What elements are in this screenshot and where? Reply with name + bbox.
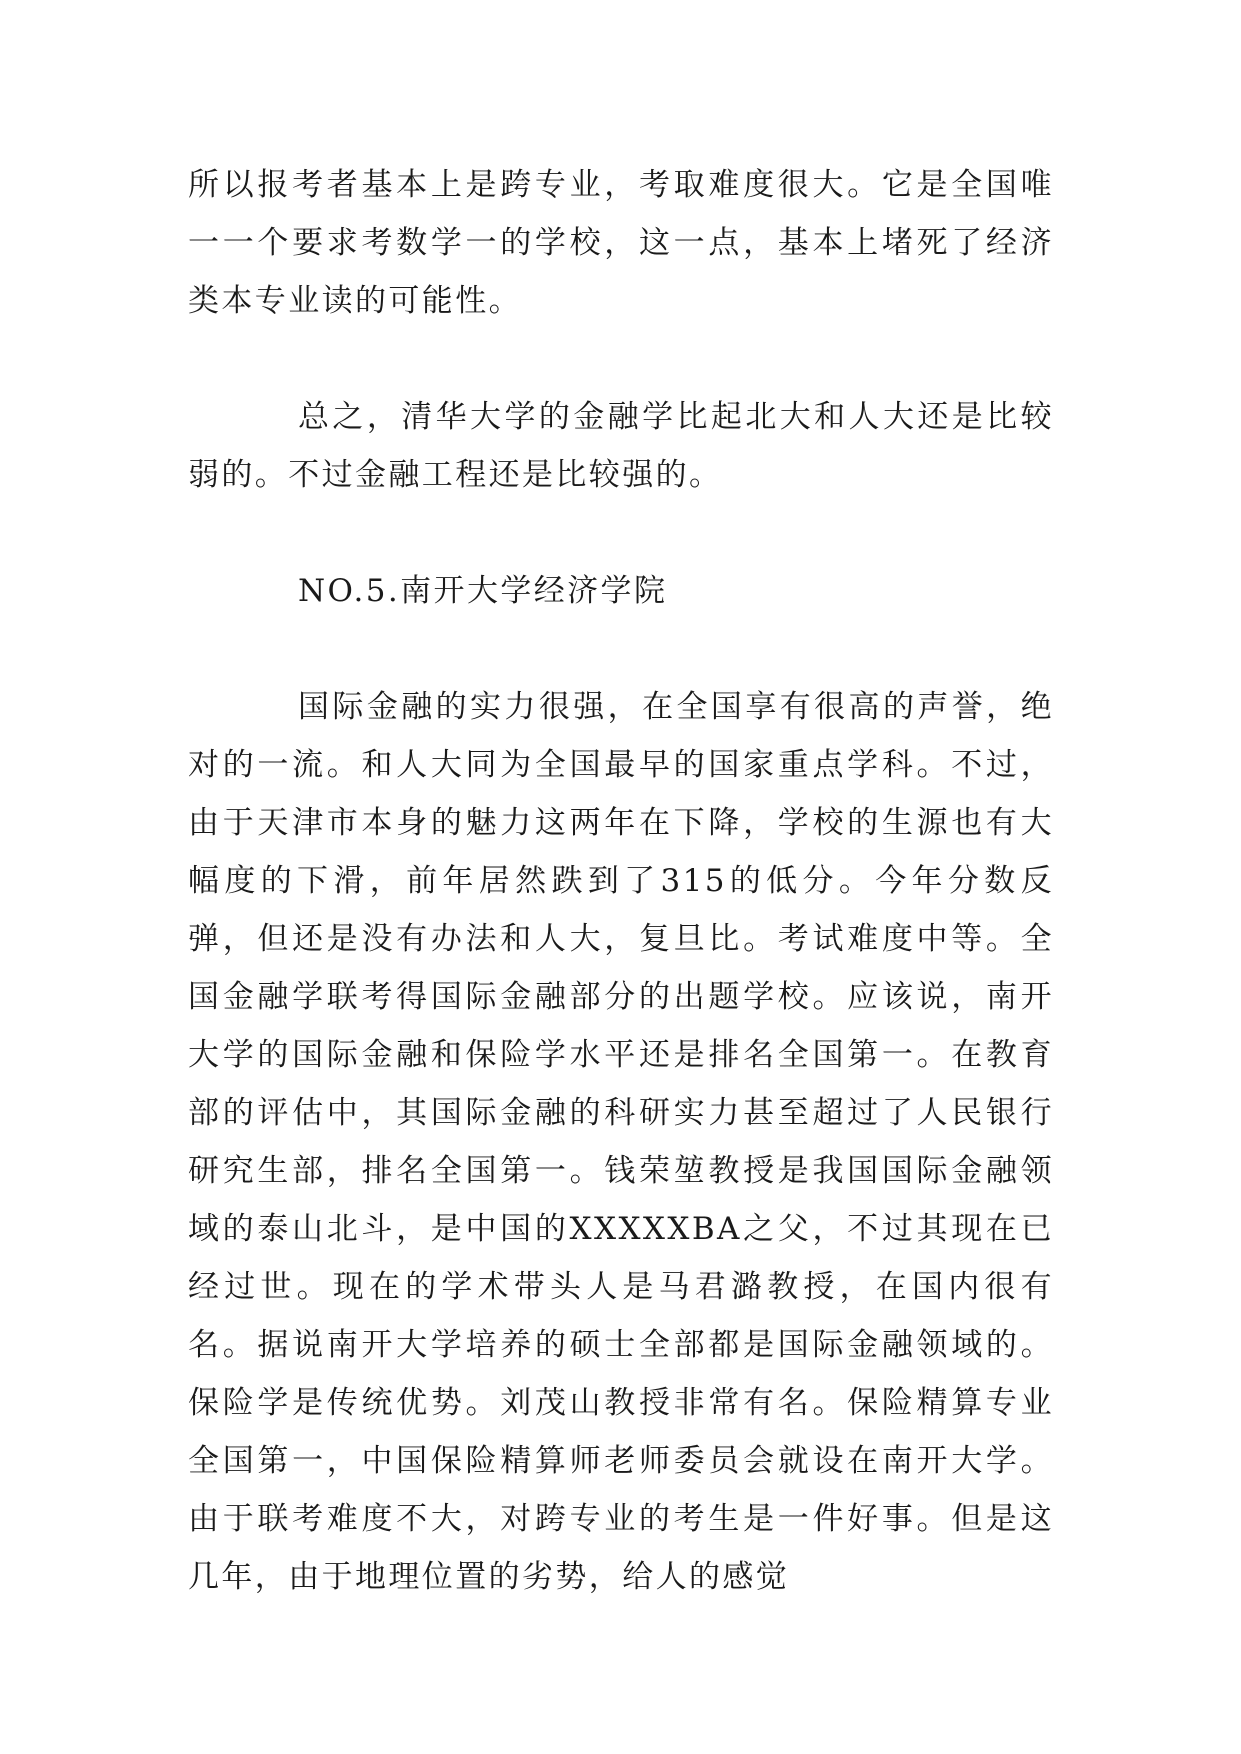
section-heading-nankai: NO.5.南开大学经济学院: [298, 573, 668, 609]
paragraph-spacer: [188, 620, 1054, 678]
paragraph-spacer: [188, 330, 1054, 388]
paragraph-exam-difficulty: 所以报考者基本上是跨专业，考取难度很大。它是全国唯一一个要求考数学一的学校，这一点，基本上堵死了经济类本专业读的可能性。: [188, 167, 1054, 319]
document-body: [188, 156, 1054, 1606]
paragraph-nankai-description: 国际金融的实力很强，在全国享有很高的声誉，绝对的一流。和人大同为全国最早的国家重点学科。不过，由于天津市本身的魅力这两年在下降，学校的生源也有大幅度的下滑，前年居然跌到了315的低分。今年分数反弹，但还是没有办法和人大，复旦比。考试难度中等。全国金融学联考得国际金融部分的出题学校。应该说，南开大学的国际金融和保险学水平还是排名全国第一。在教育部的评估中，其国际金融的科研实力甚至超过了人民银行研究生部，排名全国第一。钱荣堃教授是我国国际金融领域的泰山北斗，是中国的XXXXXBA之父，不过其现在已经过世。现在的学术带头人是马君潞教授，在国内很有名。据说南开大学培养的硕士全部都是国际金融领域的。保险学是传统优势。刘茂山教授非常有名。保险精算专业全国第一，中国保险精算师老师委员会就设在南开大学。由于联考难度不大，对跨专业的考生是一件好事。但是这几年，由于地理位置的劣势，给人的感觉: [188, 689, 1054, 1595]
paragraph-spacer: [188, 504, 1054, 562]
paragraph-tsinghua-summary: 总之，清华大学的金融学比起北大和人大还是比较弱的。不过金融工程还是比较强的。: [188, 399, 1054, 493]
